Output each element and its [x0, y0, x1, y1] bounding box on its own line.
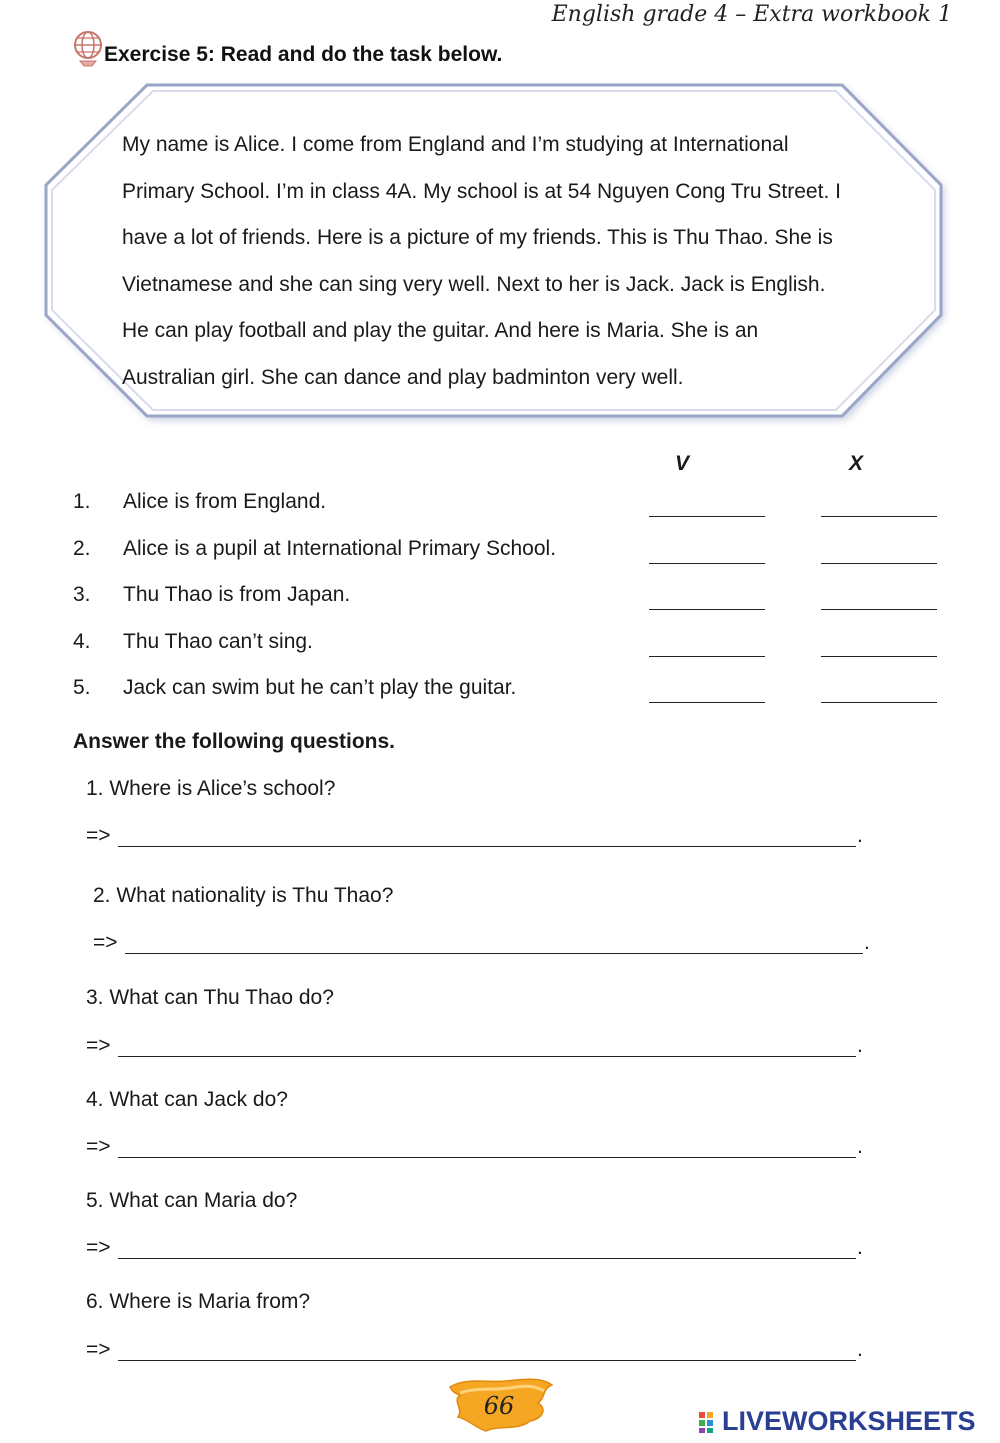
passage-line: My name is Alice. I come from England and I’m studying at International [122, 133, 789, 156]
answer-period: . [857, 1338, 863, 1361]
answer-line[interactable] [118, 1258, 856, 1259]
statement-number: 1. [73, 490, 91, 513]
brand-text: LIVEWORKSHEETS [722, 1406, 976, 1436]
false-answer-blank[interactable] [821, 656, 937, 657]
statement-number: 2. [73, 537, 91, 560]
passage-line: have a lot of friends. Here is a picture of my friends. This is Thu Thao. She is [122, 226, 833, 249]
statement-row [0, 490, 1000, 520]
true-answer-blank[interactable] [649, 563, 765, 564]
statement-number: 5. [73, 676, 91, 699]
answer-period: . [857, 1236, 863, 1259]
answer-line[interactable] [118, 1157, 856, 1158]
question-text: 4. What can Jack do? [86, 1088, 288, 1111]
false-column-header: X [849, 452, 864, 475]
answer-period: . [857, 824, 863, 847]
answer-period: . [857, 1135, 863, 1158]
answer-field[interactable] [86, 1034, 886, 1064]
false-answer-blank[interactable] [821, 702, 937, 703]
statement-row [0, 537, 1000, 567]
page-number: 66 [483, 1392, 515, 1420]
answer-field[interactable] [86, 1135, 886, 1165]
passage-line: Primary School. I’m in class 4A. My school is at 54 Nguyen Cong Tru Street. I [122, 179, 841, 203]
answer-arrow: => [86, 1034, 111, 1057]
passage-line: Australian girl. She can dance and play badminton very well. [122, 365, 684, 389]
statement-text: Alice is from England. [123, 490, 327, 513]
false-answer-blank[interactable] [821, 563, 937, 564]
answer-line[interactable] [118, 846, 856, 847]
answer-period: . [864, 931, 870, 954]
answer-field[interactable] [93, 931, 893, 961]
reading-passage [122, 122, 942, 401]
statement-text: Thu Thao is from Japan. [123, 583, 351, 606]
workbook-title: English grade 4 – Extra workbook 1 [551, 2, 952, 27]
question-text: 1. Where is Alice’s school? [86, 777, 336, 800]
false-answer-blank[interactable] [821, 609, 937, 610]
question-text: 6. Where is Maria from? [86, 1290, 311, 1313]
statement-text: Jack can swim but he can’t play the guitar. [123, 676, 517, 699]
question-text: 2. What nationality is Thu Thao? [93, 884, 394, 907]
answer-line[interactable] [125, 953, 863, 954]
answer-arrow: => [86, 1338, 111, 1361]
questions-heading: Answer the following questions. [73, 730, 396, 753]
answer-arrow: => [86, 1236, 111, 1259]
question-text: 5. What can Maria do? [86, 1189, 298, 1212]
statement-row [0, 583, 1000, 613]
passage-line: Vietnamese and she can sing very well. Next to her is Jack. Jack is English. [122, 272, 826, 296]
answer-arrow: => [86, 824, 111, 847]
false-answer-blank[interactable] [821, 516, 937, 517]
statement-text: Alice is a pupil at International Primary School. [123, 537, 557, 560]
true-answer-blank[interactable] [649, 609, 765, 610]
liveworksheets-logo-icon [698, 1410, 722, 1434]
statement-row [0, 676, 1000, 706]
statement-text: Thu Thao can’t sing. [123, 630, 313, 653]
answer-line[interactable] [118, 1056, 856, 1057]
exercise-title: Exercise 5: Read and do the task below. [104, 43, 503, 66]
true-answer-blank[interactable] [649, 702, 765, 703]
passage-line: He can play football and play the guitar. And here is Maria. She is an [122, 319, 759, 342]
true-column-header: V [675, 452, 690, 475]
answer-line[interactable] [118, 1360, 856, 1361]
answer-arrow: => [93, 931, 118, 954]
true-answer-blank[interactable] [649, 516, 765, 517]
answer-period: . [857, 1034, 863, 1057]
answer-field[interactable] [86, 1236, 886, 1266]
true-answer-blank[interactable] [649, 656, 765, 657]
statement-number: 3. [73, 583, 91, 606]
answer-arrow: => [86, 1135, 111, 1158]
answer-field[interactable] [86, 1338, 886, 1368]
question-text: 3. What can Thu Thao do? [86, 986, 334, 1009]
answer-field[interactable] [86, 824, 886, 854]
statement-number: 4. [73, 630, 91, 653]
statement-row [0, 630, 1000, 660]
